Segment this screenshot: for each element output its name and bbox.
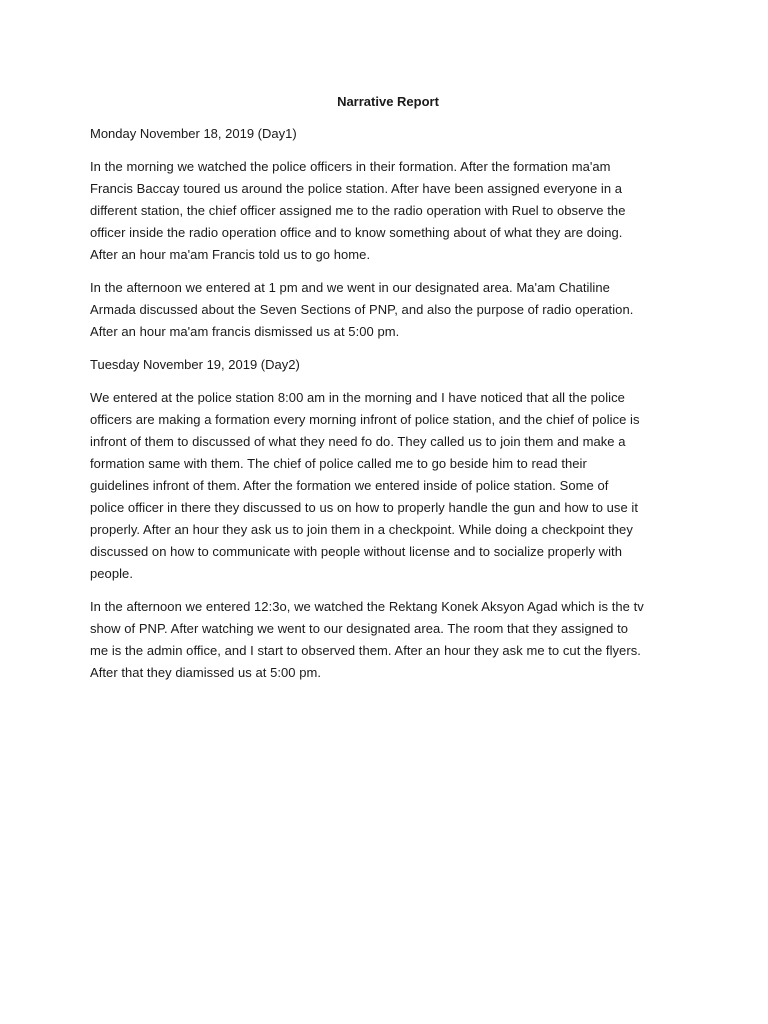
- paragraph-line: In the afternoon we entered at 1 pm and we went in our designated area. Ma'am Chatiline: [90, 280, 610, 295]
- paragraph-line: show of PNP. After watching we went to our designated area. The room that they assigned to: [90, 621, 629, 636]
- day2-morning-paragraph: [90, 387, 686, 585]
- day1-morning-paragraph: [90, 156, 686, 266]
- paragraph-line: discussed on how to communicate with people without license and to socialize properly with: [90, 544, 623, 559]
- paragraph-line: properly. After an hour they ask us to join them in a checkpoint. While doing a checkpoint they: [90, 522, 633, 537]
- paragraph-line: different station, the chief officer assigned me to the radio operation with Ruel to observe the: [90, 203, 626, 218]
- paragraph-line: formation same with them. The chief of police called me to go beside him to read their: [90, 456, 587, 471]
- document-title: Narrative Report: [337, 94, 439, 109]
- paragraph-line: After an hour ma'am Francis told us to go home.: [90, 247, 371, 262]
- paragraph-line: After that they diamissed us at 5:00 pm.: [90, 665, 322, 680]
- document-body: [90, 92, 686, 695]
- paragraph-line: After an hour ma'am francis dismissed us at 5:00 pm.: [90, 324, 400, 339]
- paragraph-line: officer inside the radio operation office and to know something about of what they are doing.: [90, 225, 623, 240]
- paragraph-line: In the morning we watched the police officers in their formation. After the formation ma'am: [90, 159, 611, 174]
- paragraph-line: people.: [90, 566, 133, 581]
- day2-afternoon-paragraph: [90, 596, 686, 684]
- day1-date-heading: Monday November 18, 2019 (Day1): [90, 126, 297, 141]
- day1-afternoon-paragraph: [90, 277, 686, 343]
- paragraph-line: We entered at the police station 8:00 am in the morning and I have noticed that all the police: [90, 390, 625, 405]
- paragraph-line: police officer in there they discussed to us on how to properly handle the gun and how to use it: [90, 500, 639, 515]
- paragraph-line: officers are making a formation every morning infront of police station, and the chief of police is: [90, 412, 640, 427]
- day2-date-heading: Tuesday November 19, 2019 (Day2): [90, 357, 300, 372]
- paragraph-line: guidelines infront of them. After the formation we entered inside of police station. Some of: [90, 478, 609, 493]
- paragraph-line: Francis Baccay toured us around the police station. After have been assigned everyone in a: [90, 181, 623, 196]
- paragraph-line: Armada discussed about the Seven Sections of PNP, and also the purpose of radio operation.: [90, 302, 634, 317]
- paragraph-line: infront of them to discussed of what they need fo do. They called us to join them and make a: [90, 434, 626, 449]
- paragraph-line: In the afternoon we entered 12:3o, we watched the Rektang Konek Aksyon Agad which is the tv: [90, 599, 644, 614]
- paragraph-line: me is the admin office, and I start to observed them. After an hour they ask me to cut the flyers.: [90, 643, 641, 658]
